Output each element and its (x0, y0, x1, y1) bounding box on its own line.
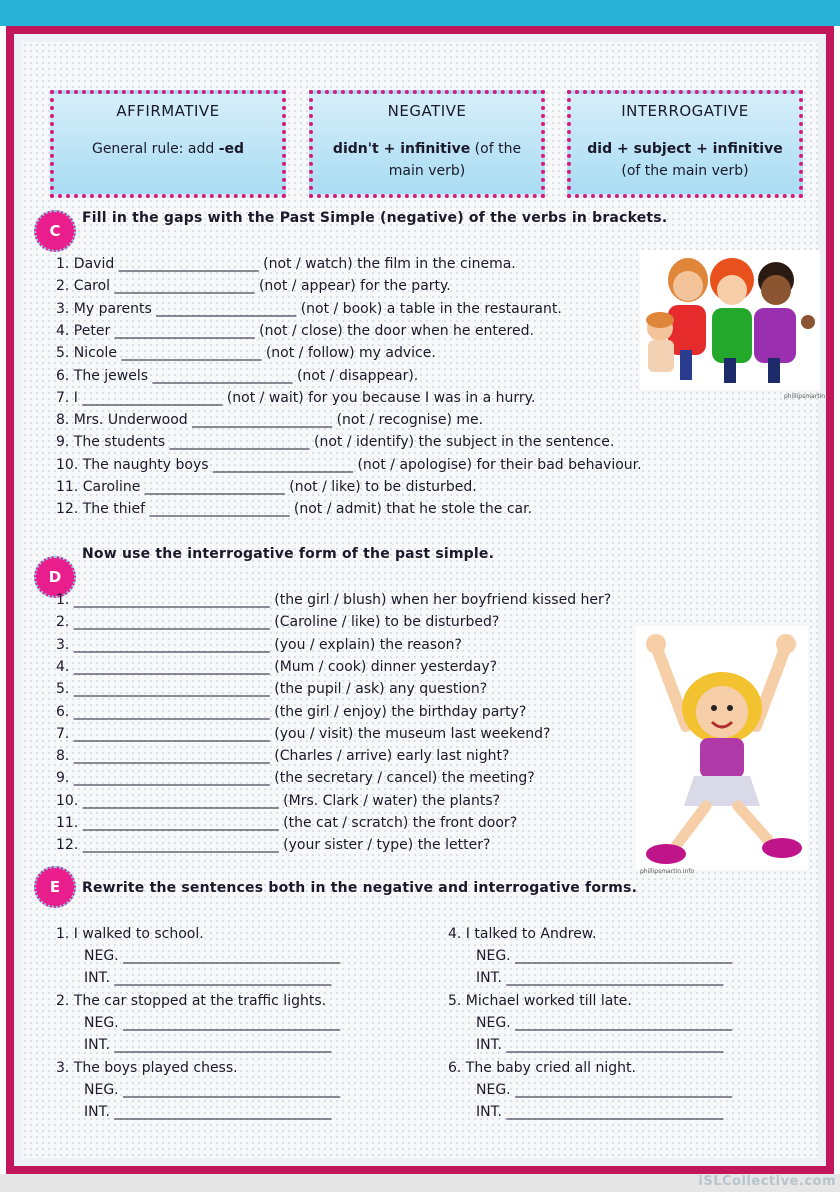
neg-answer-line: NEG. _______________________________ (84, 1082, 341, 1098)
neg-answer-line: NEG. _______________________________ (476, 1015, 733, 1031)
neg-answer-line: NEG. _______________________________ (84, 1015, 341, 1031)
illustration-credit: phillipsmartin (784, 393, 826, 400)
exercise-item: 1. I walked to school. (56, 926, 204, 942)
int-answer-line: INT. _______________________________ (84, 1037, 332, 1053)
section-c-instruction: Fill in the gaps with the Past Simple (negative) of the verbs in brackets. (82, 210, 668, 226)
top-bar (0, 0, 840, 26)
int-answer-line: INT. _______________________________ (84, 1104, 332, 1120)
section-d-badge: D (34, 556, 76, 598)
exercise-item: 12. ____________________________ (your sister / type) the letter? (56, 837, 491, 854)
exercise-item: 6. The baby cried all night. (448, 1060, 636, 1076)
section-e-badge: E (34, 866, 76, 908)
int-answer-line: INT. _______________________________ (84, 970, 332, 986)
box-rule: didn't + infinitive (of the main verb) (332, 141, 522, 179)
exercise-item: 4. Peter ____________________ (not / close) the door when he entered. (56, 322, 534, 339)
exercise-item: 8. ____________________________ (Charles / arrive) early last night? (56, 748, 510, 765)
affirmative-box (50, 90, 286, 198)
exercise-item: 7. ____________________________ (you / visit) the museum last weekend? (56, 725, 551, 742)
neg-answer-line: NEG. _______________________________ (476, 948, 733, 964)
girl-illustration (636, 626, 808, 870)
int-answer-line: INT. _______________________________ (476, 1104, 724, 1120)
box-rule: General rule: add -ed (91, 141, 245, 157)
box-title: NEGATIVE (387, 102, 467, 120)
exercise-item: 11. Caroline ____________________ (not / like) to be disturbed. (56, 479, 477, 495)
section-d-instruction: Now use the interrogative form of the past simple. (82, 546, 495, 562)
box-title: AFFIRMATIVE (116, 102, 220, 120)
exercise-item: 10. The naughty boys ____________________ (not / apologise) for their bad behaviour. (56, 456, 642, 473)
site-watermark: iSLCollective.com (698, 1174, 836, 1189)
neg-answer-line: NEG. _______________________________ (84, 948, 341, 964)
exercise-item: 11. ____________________________ (the cat / scratch) the front door? (56, 815, 518, 831)
interrogative-box (567, 90, 803, 198)
exercise-item: 3. The boys played chess. (56, 1060, 238, 1076)
children-illustration (640, 250, 820, 390)
section-c-badge: C (34, 210, 76, 252)
exercise-item: 8. Mrs. Underwood ____________________ (not / recognise) me. (56, 412, 484, 429)
exercise-item: 5. Nicole ____________________ (not / follow) my advice. (56, 345, 436, 362)
neg-answer-line: NEG. _______________________________ (476, 1082, 733, 1098)
exercise-item: 4. I talked to Andrew. (448, 926, 597, 942)
exercise-item: 6. The jewels ____________________ (not / disappear). (56, 367, 419, 384)
box-title: INTERROGATIVE (621, 102, 749, 120)
exercise-item: 2. Carol ____________________ (not / appear) for the party. (56, 278, 451, 295)
exercise-item: 12. The thief ____________________ (not / admit) that he stole the car. (56, 501, 533, 518)
exercise-item: 1. David ____________________ (not / watch) the film in the cinema. (56, 256, 516, 272)
exercise-item: 2. The car stopped at the traffic lights. (56, 993, 327, 1009)
int-answer-line: INT. _______________________________ (476, 1037, 724, 1053)
exercise-item: 5. Michael worked till late. (448, 993, 632, 1009)
negative-box (309, 90, 545, 198)
exercise-item: 1. ____________________________ (the girl / blush) when her boyfriend kissed her? (56, 592, 612, 608)
exercise-item: 7. I ____________________ (not / wait) for you because I was in a hurry. (56, 389, 536, 406)
exercise-item: 5. ____________________________ (the pupil / ask) any question? (56, 681, 488, 698)
illustration-credit: phillipsmartin.info (640, 868, 695, 875)
exercise-item: 2. ____________________________ (Caroline / like) to be disturbed? (56, 614, 500, 631)
exercise-item: 3. ____________________________ (you / explain) the reason? (56, 636, 462, 653)
exercise-item: 6. ____________________________ (the girl / enjoy) the birthday party? (56, 703, 527, 720)
exercise-item: 4. ____________________________ (Mum / cook) dinner yesterday? (56, 658, 498, 675)
exercise-item: 10. ____________________________ (Mrs. Clark / water) the plants? (56, 792, 501, 809)
section-e-instruction: Rewrite the sentences both in the negative and interrogative forms. (82, 880, 638, 896)
box-rule: did + subject + infinitive (of the main verb) (587, 141, 783, 179)
exercise-item: 3. My parents ____________________ (not / book) a table in the restaurant. (56, 300, 562, 317)
exercise-item: 9. The students ____________________ (not / identify) the subject in the sentence. (56, 434, 615, 451)
exercise-item: 9. ____________________________ (the secretary / cancel) the meeting? (56, 770, 535, 787)
int-answer-line: INT. _______________________________ (476, 970, 724, 986)
